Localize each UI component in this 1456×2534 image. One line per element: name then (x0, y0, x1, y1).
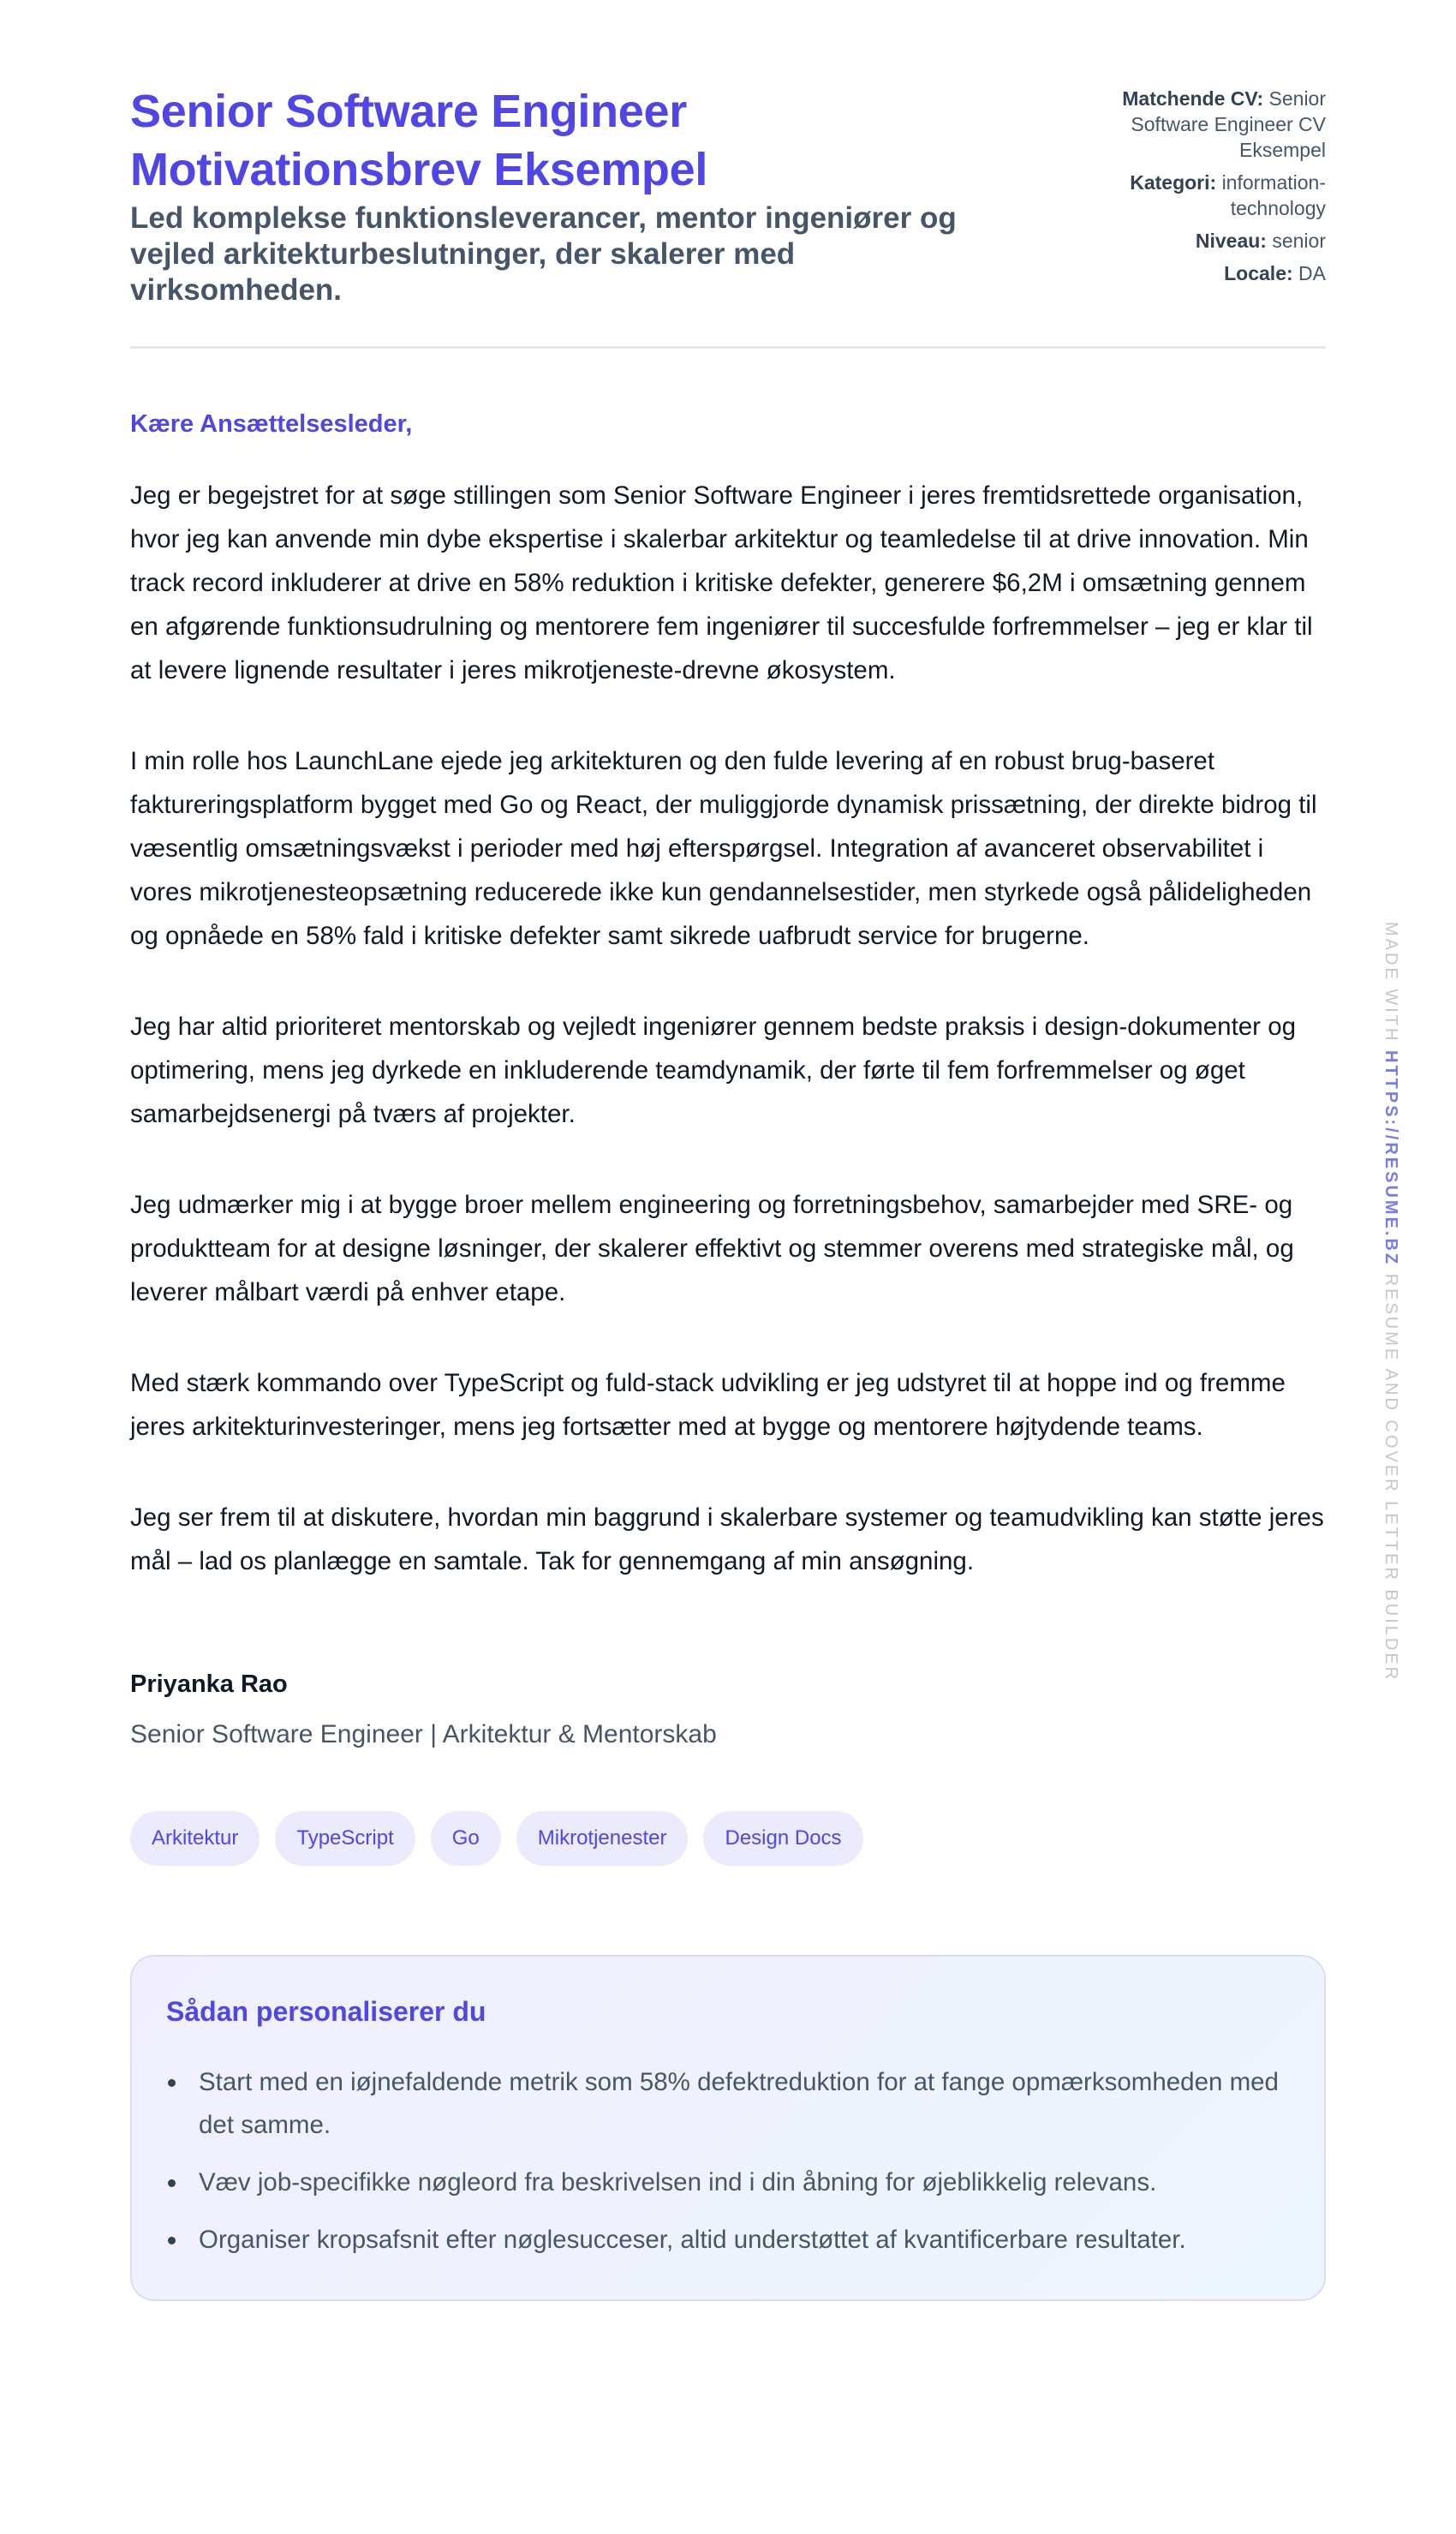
skill-tag: Design Docs (703, 1811, 862, 1866)
meta-panel (1069, 82, 1326, 293)
meta-locale (1069, 260, 1326, 286)
meta-value: senior (1272, 230, 1326, 252)
meta-label: Niveau: (1195, 230, 1267, 252)
bullet-icon (168, 2079, 176, 2087)
bullet-icon (168, 2237, 176, 2244)
page-header (130, 82, 1326, 349)
skill-tag: Mikrotjenester (516, 1811, 689, 1866)
tip-item (166, 2061, 1290, 2147)
bullet-icon (168, 2179, 176, 2187)
watermark-prefix: MADE WITH (1381, 922, 1400, 1043)
tip-text: Organiser kropsafsnit efter nøglesucceser, altid understøttet af kvantificerbare resultater. (199, 2226, 1186, 2254)
letter-paragraph: Jeg ser frem til at diskutere, hvordan min baggrund i skalerbare systemer og teamudvikling kan støtte jeres mål – lad os planlægge en samtale. Tak for gennemgang af min ansøgning. (130, 1503, 1324, 1575)
title-line-1: Senior Software Engineer (130, 86, 687, 137)
signature-block (130, 1669, 1326, 1751)
watermark-link[interactable]: HTTPS://RESUME.BZ (1381, 1050, 1400, 1267)
watermark-suffix: RESUME AND COVER LETTER BUILDER (1381, 1273, 1400, 1682)
skill-tag: Arkitektur (130, 1811, 260, 1866)
vertical-watermark (1381, 922, 1400, 1682)
tip-text: Væv job-specifikke nøgleord fra beskrivelsen ind i din åbning for øjeblikkelig relevans. (199, 2168, 1157, 2196)
letter-paragraph: I min rolle hos LaunchLane ejede jeg arkitekturen og den fulde levering af en robust brug-baseret faktureringsplatform bygget med Go og React, der muliggjorde dynamisk prissætning, der direkte bidrog til væsentlig omsætningsvækst i perioder med høj efterspørgsel. Integration af avanceret observabilitet i vores mikrotjenesteopsætning reducerede ikke kun gendannelsestider, men styrkede også pålideligheden og opnåede en 58% fald i kritiske defekter samt sikrede uafbrudt service for brugerne. (130, 747, 1317, 950)
meta-value: Senior Software Engineer CV Eksempel (1131, 87, 1326, 161)
tip-item (166, 2161, 1290, 2204)
page-title (130, 82, 1004, 199)
content (130, 82, 1326, 2301)
skill-tag: TypeScript (275, 1811, 415, 1866)
page-subtitle: Led komplekse funktionsleverancer, mentor ingeniører og vejled arkitekturbeslutninger, der skalerer med virksomheden. (130, 201, 957, 307)
tip-item (166, 2219, 1290, 2262)
letter-paragraph: Jeg har altid prioriteret mentorskab og vejledt ingeniører gennem bedste praksis i design-dokumenter og optimering, mens jeg dyrkede en inkluderende teamdynamik, der førte til fem forfremmelser og øget samarbejdsenergi på tværs af projekter. (130, 1013, 1297, 1128)
meta-category (1069, 170, 1326, 221)
tips-title: Sådan personaliserer du (166, 1996, 486, 2027)
title-line-2: Motivationsbrev Eksempel (130, 144, 708, 195)
header-titles (130, 82, 1004, 308)
letter-paragraph: Jeg er begejstret for at søge stillingen som Senior Software Engineer i jeres fremtidsrettede organisation, hvor jeg kan anvende min dybe ekspertise i skalerbar arkitektur og teamledelse til at drive innovation. Min track record inkluderer at drive en 58% reduktion i kritiske defekter, generere $6,2M i omsætning gennem en afgørende funktionsudrulning og mentorere fem ingeniører til succesfulde forfremmelser – jeg er klar til at levere lignende resultater i jeres mikrotjeneste-drevne økosystem. (130, 481, 1313, 684)
tip-text: Start med en iøjnefaldende metrik som 58% defektreduktion for at fange opmærksomheden med det samme. (199, 2068, 1279, 2139)
skill-tags (130, 1811, 1326, 1866)
meta-label: Locale: (1224, 262, 1293, 284)
meta-matching-cv (1069, 86, 1326, 163)
salutation: Kære Ansættelsesleder, (130, 410, 413, 438)
meta-label: Kategori: (1130, 171, 1217, 194)
personalization-tips-card (130, 1955, 1326, 2301)
meta-level (1069, 228, 1326, 254)
signature-title: Senior Software Engineer | Arkitektur & Mentorskab (130, 1720, 717, 1748)
signature-name: Priyanka Rao (130, 1670, 288, 1698)
meta-value: DA (1298, 262, 1326, 284)
letter-body (130, 409, 1326, 1583)
meta-label: Matchende CV: (1122, 87, 1264, 110)
letter-paragraph: Jeg udmærker mig i at bygge broer mellem engineering og forretningsbehov, samarbejder med SRE- og produktteam for at designe løsninger, der skalerer effektivt og stemmer overens med strategiske mål, og leverer målbart værdi på enhver etape. (130, 1191, 1294, 1306)
letter-paragraph: Med stærk kommando over TypeScript og fuld-stack udvikling er jeg udstyret til at hoppe ind og fremme jeres arkitekturinvesteringer, mens jeg fortsætter med at bygge og mentorere højtydende teams. (130, 1369, 1286, 1441)
meta-value: information-technology (1221, 171, 1326, 219)
letter-paragraphs (130, 474, 1326, 1583)
tips-list (166, 2061, 1290, 2262)
skill-tag: Go (431, 1811, 501, 1866)
